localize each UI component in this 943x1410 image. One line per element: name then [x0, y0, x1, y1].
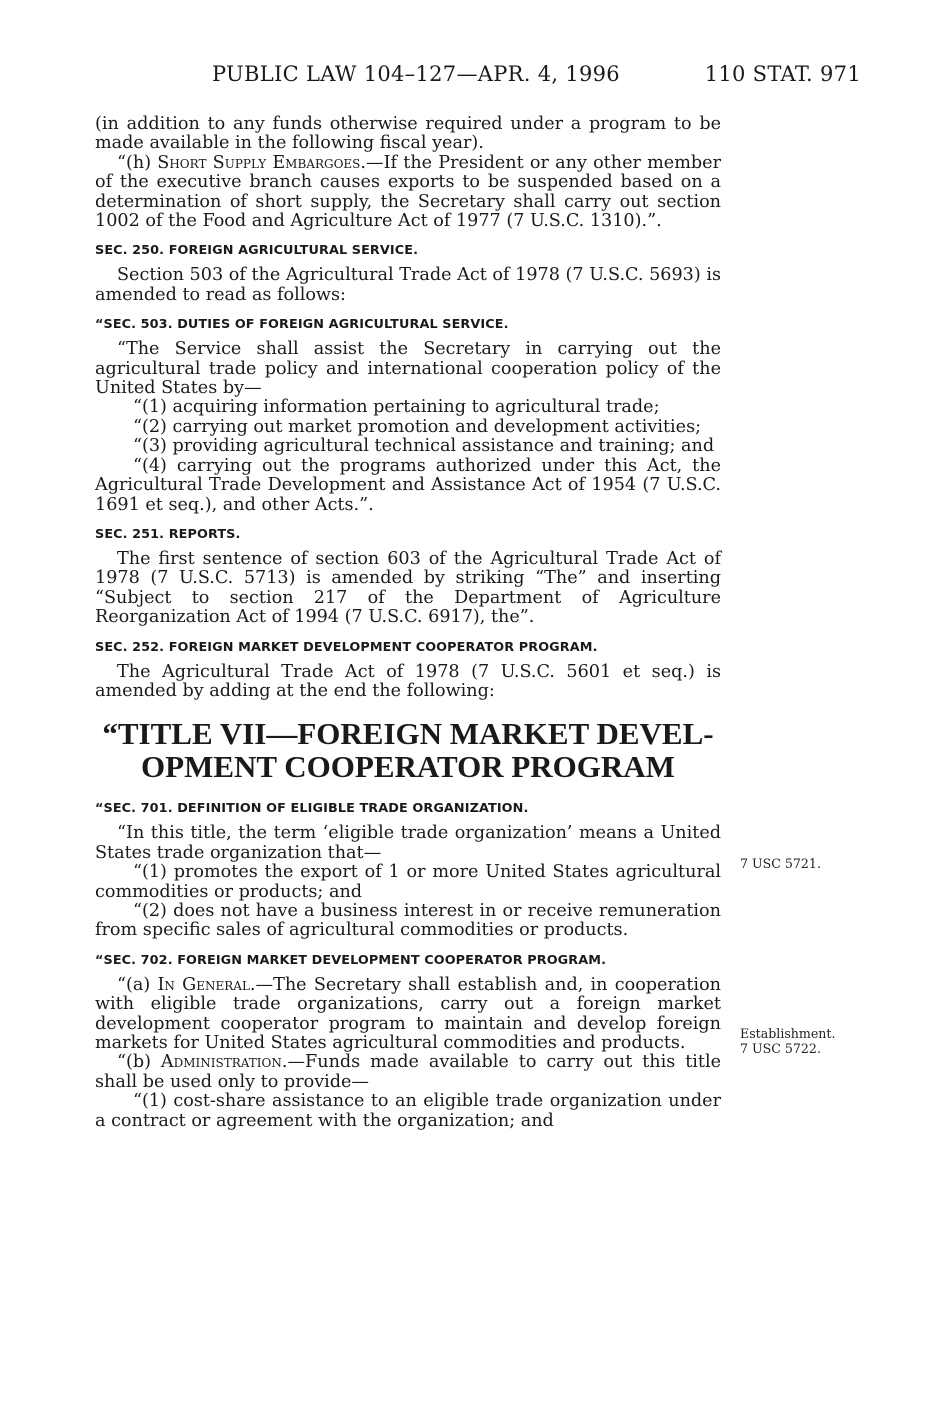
- subsection-heading: In General.: [157, 974, 256, 995]
- title-heading: [95, 717, 721, 783]
- running-header: [95, 62, 861, 92]
- paragraph-text: —Funds made available to carry out this title shall be used only to provide—: [95, 1052, 722, 1092]
- paragraph-in-general: [95, 976, 721, 1054]
- paragraph-sec251: The first sentence of section 603 of the Agricultural Trade Act of 1978 (7 U.S.C. 5713) is amended by striking “The” and inserting “Subject to section 217 of the Department of Agriculture Reorganization Act of 1994 (7 U.S.C. 6917), the”.: [95, 548, 721, 628]
- paragraph-sec503: “The Service shall assist the Secretary in carrying out the agricultural trade policy and international cooperation policy of the United States by—: [95, 339, 721, 399]
- paragraph-sec252: The Agricultural Trade Act of 1978 (7 U.S.C. 5601 et seq.) is amended by adding at the end the following:: [95, 661, 721, 701]
- paragraph-text: —If the President or any other member of the executive branch causes exports to be suspended based on a determination of short supply, the Secretary shall carry out section 1002 of the Food and Agriculture Act of 1977 (7 U.S.C. 1310).”.: [95, 152, 721, 232]
- document-body: [95, 115, 721, 1131]
- title-heading-line: “TITLE VII—FOREIGN MARKET DEVEL-: [102, 716, 714, 752]
- list-item: “(3) providing agricultural technical assistance and training; and: [133, 436, 715, 457]
- margin-note-line: 7 USC 5722.: [740, 1041, 821, 1056]
- list-item: “(1) promotes the export of 1 or more United States agricultural commodities or products; and: [95, 862, 721, 902]
- list-item: “(2) does not have a business interest in or receive remuneration from specific sales of agricultural commodities or products.: [95, 900, 721, 941]
- margin-note-line: Establishment.: [740, 1026, 836, 1041]
- section-heading-252: SEC. 252. FOREIGN MARKET DEVELOPMENT COOPERATOR PROGRAM.: [95, 639, 598, 655]
- header-stat-page: 110 STAT. 971: [704, 62, 861, 86]
- list-item: “(1) acquiring information pertaining to agricultural trade;: [133, 397, 660, 418]
- section-heading-702: “SEC. 702. FOREIGN MARKET DEVELOPMENT COOPERATOR PROGRAM.: [95, 952, 607, 968]
- paragraph-administration: [95, 1053, 721, 1092]
- list-item: “(4) carrying out the programs authorized under this Act, the Agricultural Trade Development and Assistance Act of 1954 (7 U.S.C. 1691 et seq.), and other Acts.”.: [95, 455, 721, 515]
- paragraph-text: —The Secretary shall establish and, in cooperation with eligible trade organizations, carry out a foreign market development cooperator program to maintain and develop foreign markets for United States agricultural commodities and products.: [95, 974, 721, 1053]
- list-item: “(1) cost-share assistance to an eligible trade organization under a contract or agreement with the organization; and: [95, 1091, 721, 1131]
- paragraph-lead: “(b): [117, 1052, 161, 1073]
- header-title: PUBLIC LAW 104–127—APR. 4, 1996: [212, 62, 620, 86]
- subsection-heading: Short Supply Embargoes.: [157, 152, 366, 173]
- margin-note-701: 7 USC 5721.: [740, 856, 821, 871]
- section-heading-251: SEC. 251. REPORTS.: [95, 526, 241, 542]
- paragraph-continuation: (in addition to any funds otherwise required under a program to be made available in the following fiscal year).: [95, 114, 721, 154]
- subsection-heading: Administration.: [160, 1052, 288, 1073]
- list-item: “(2) carrying out market promotion and development activities;: [133, 416, 702, 437]
- margin-note-702: [740, 1026, 836, 1056]
- paragraph-lead: “(a): [117, 974, 158, 995]
- section-heading-250: SEC. 250. FOREIGN AGRICULTURAL SERVICE.: [95, 243, 419, 259]
- paragraph-sec701: “In this title, the term ‘eligible trade organization’ means a United States trade organization that—: [95, 823, 721, 863]
- section-heading-701: “SEC. 701. DEFINITION OF ELIGIBLE TRADE ORGANIZATION.: [95, 801, 529, 817]
- title-heading-line: OPMENT COOPERATOR PROGRAM: [141, 749, 675, 785]
- paragraph-lead: “(h): [117, 152, 158, 173]
- section-heading-503: “SEC. 503. DUTIES OF FOREIGN AGRICULTURAL SERVICE.: [95, 317, 509, 333]
- paragraph-sec250: Section 503 of the Agricultural Trade Act of 1978 (7 U.S.C. 5693) is amended to read as follows:: [95, 265, 721, 305]
- paragraph-short-supply: [95, 154, 721, 232]
